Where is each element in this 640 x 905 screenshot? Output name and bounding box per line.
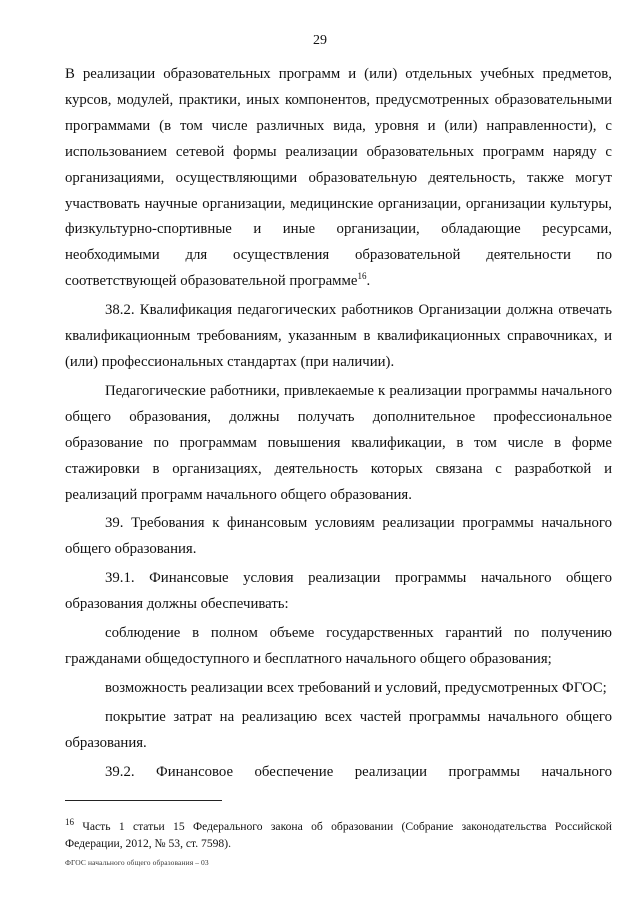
paragraph-network-form: [65, 62, 612, 295]
page-number: 29: [313, 33, 327, 48]
footnote-text: Часть 1 статьи 15 Федерального закона об образовании (Собрание законодательства Российской Федерации, 2012, № 53, ст. 7598).: [65, 820, 612, 850]
footnote-divider: [65, 800, 222, 801]
paragraph-costs: покрытие затрат на реализацию всех частей программы начального общего образования.: [65, 708, 612, 751]
paragraph-end-punct: .: [366, 273, 371, 290]
paragraph-39-2: 39.2. Финансовое обеспечение реализации программы начального: [105, 763, 612, 780]
paragraph-text: В реализации образовательных программ и (или) отдельных учебных предметов, курсов, модулей, практики, иных компонентов, предусмотренных образовательными программами (в том числе различных вида, уровня и (или) направленности), с использованием сетевой формы реализации образовательных программ наряду с организациями, осуществляющими образовательную деятельность, также могут участвовать научные организации, медицинские организации, организации культуры, физкультурно-спортивные и иные организации, обладающие ресурсами, необходимыми для осуществления образовательной деятельности по соответствующей образовательной программе: [65, 66, 612, 290]
paragraph-fgos-requirements: возможность реализации всех требований и условий, предусмотренных ФГОС;: [105, 679, 607, 696]
paragraph-staff-training: Педагогические работники, привлекаемые к реализации программы начального общего образования, должны получать дополнительное профессиональное образование по программам повышения квалификации, в том числе в форме стажировки в организациях, деятельность которых связана с разработкой и реализаций программ начального общего образования.: [65, 382, 612, 503]
footnote-reference: 16: [357, 271, 367, 282]
paragraph-39-1: 39.1. Финансовые условия реализации программы начального общего образования должны обеспечивать:: [65, 570, 612, 613]
footnote: [65, 818, 612, 852]
document-body: [65, 62, 612, 785]
paragraph-38-2: 38.2. Квалификация педагогических работников Организации должна отвечать квалификационным требованиям, указанным в квалификационных справочниках, и (или) профессиональных стандартах (при наличии).: [65, 302, 612, 370]
page-footer: ФГОС начального общего образования – 03: [65, 858, 209, 867]
paragraph-39: 39. Требования к финансовым условиям реализации программы начального общего образования.: [65, 515, 612, 558]
footnote-marker: 16: [65, 817, 74, 828]
paragraph-guarantees: соблюдение в полном объеме государственных гарантий по получению гражданами общедоступного и бесплатного начального общего образования;: [65, 625, 612, 667]
